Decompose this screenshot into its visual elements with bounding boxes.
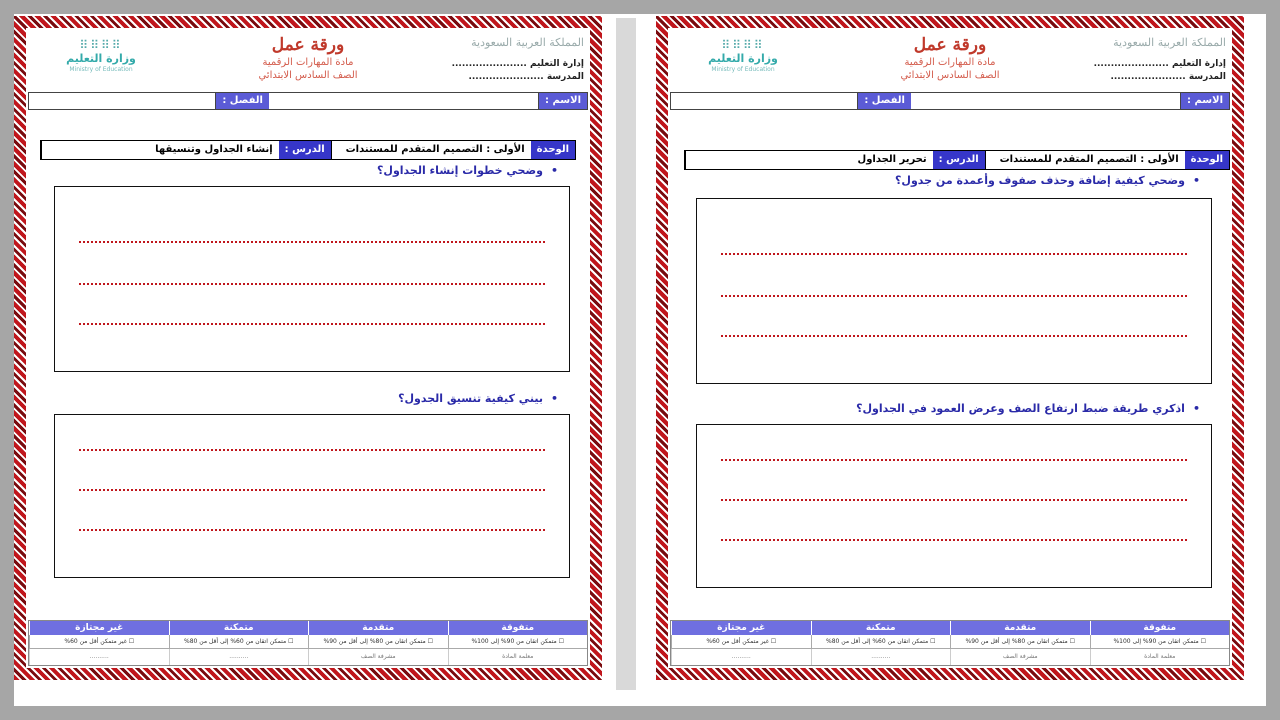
- student-info-row: [28, 92, 588, 110]
- rubric-footer: ..........: [671, 649, 811, 665]
- rubric-level: متقدمة: [308, 621, 448, 635]
- rubric-criterion[interactable]: ☐ متمكن اتقان من 80% إلى أقل من 90%: [308, 635, 448, 648]
- edu-admin-line: إدارة التعليم ......................: [451, 59, 584, 69]
- logo-english: Ministry of Education: [711, 66, 775, 73]
- lesson-value: تحرير الجداول: [685, 151, 933, 169]
- unit-label: الوحدة: [531, 141, 575, 159]
- logo-dots-icon: ⠿⠿⠿⠿: [721, 38, 765, 52]
- answer-box-2[interactable]: [54, 414, 570, 578]
- worksheet-title-block: [840, 34, 1060, 82]
- school-line: المدرسة ......................: [468, 72, 584, 82]
- page-gutter: [616, 18, 636, 690]
- ministry-logo: [46, 38, 156, 74]
- kingdom-crest-text: المملكة العربية السعودية: [471, 36, 584, 49]
- rubric-criterion[interactable]: ☐ متمكن اتقان من 90% إلى 100%: [1090, 635, 1230, 648]
- answer-line: [79, 283, 545, 285]
- class-field[interactable]: [671, 93, 858, 109]
- worksheet-title: ورقة عمل: [271, 35, 345, 55]
- ministry-block: [444, 36, 584, 84]
- answer-box-2[interactable]: [696, 424, 1212, 588]
- logo-arabic: وزارة التعليم: [708, 52, 778, 65]
- unit-label: الوحدة: [1185, 151, 1229, 169]
- unit-value: الأولى : التصميم المتقدم للمستندات: [331, 141, 531, 159]
- rubric-level: غير مجتازة: [29, 621, 169, 635]
- worksheet-page-2: [656, 16, 1244, 680]
- question-1: •وضحي كيفية إضافة وحذف صفوف وأعمدة من جدول؟: [895, 174, 1200, 187]
- name-label: الاسم :: [1181, 93, 1229, 109]
- rubric-footer: معلمة المادة: [448, 649, 588, 665]
- class-label: الفصل :: [216, 93, 269, 109]
- answer-line: [79, 241, 545, 243]
- kingdom-crest-text: المملكة العربية السعودية: [1113, 36, 1226, 49]
- worksheet-header: [670, 30, 1230, 88]
- ministry-logo: [688, 38, 798, 74]
- rubric-criterion[interactable]: ☐ متمكن اتقان من 90% إلى 100%: [448, 635, 588, 648]
- unit-value: الأولى : التصميم المتقدم للمستندات: [985, 151, 1185, 169]
- subject-name: مادة المهارات الرقمية: [904, 57, 996, 68]
- answer-line: [79, 323, 545, 325]
- answer-line: [721, 253, 1187, 255]
- class-label: الفصل :: [858, 93, 911, 109]
- rubric-criterion[interactable]: ☐ غير متمكن أقل من 60%: [671, 635, 811, 648]
- rubric-footer: مشرفة الصف: [950, 649, 1090, 665]
- lesson-label: الدرس :: [279, 141, 331, 159]
- logo-dots-icon: ⠿⠿⠿⠿: [79, 38, 123, 52]
- assessment-rubric: [670, 620, 1230, 666]
- answer-box-1[interactable]: [54, 186, 570, 372]
- worksheet-header: [28, 30, 588, 88]
- question-2: •بيني كيفية تنسيق الجدول؟: [398, 392, 558, 405]
- worksheet-title: ورقة عمل: [913, 35, 987, 55]
- answer-line: [721, 459, 1187, 461]
- unit-lesson-row: [684, 150, 1230, 170]
- rubric-level: متمكنة: [811, 621, 951, 635]
- answer-line: [721, 499, 1187, 501]
- rubric-footer: ..........: [169, 649, 309, 665]
- rubric-level: متفوقة: [1090, 621, 1230, 635]
- rubric-criterion[interactable]: ☐ متمكن اتقان من 80% إلى أقل من 90%: [950, 635, 1090, 648]
- answer-box-1[interactable]: [696, 198, 1212, 384]
- lesson-label: الدرس :: [933, 151, 985, 169]
- worksheet-page-1: [14, 16, 602, 680]
- school-line: المدرسة ......................: [1110, 72, 1226, 82]
- question-1: •وضحي خطوات إنشاء الجداول؟: [377, 164, 558, 177]
- rubric-footer: ..........: [811, 649, 951, 665]
- answer-line: [721, 335, 1187, 337]
- grade-name: الصف السادس الابتدائي: [258, 70, 358, 81]
- rubric-footer: مشرفة الصف: [308, 649, 448, 665]
- lesson-value: إنشاء الجداول وتنسيقها: [41, 141, 279, 159]
- edu-admin-line: إدارة التعليم ......................: [1093, 59, 1226, 69]
- rubric-criterion[interactable]: ☐ متمكن اتقان من 60% إلى أقل من 80%: [169, 635, 309, 648]
- ministry-block: [1086, 36, 1226, 84]
- student-info-row: [670, 92, 1230, 110]
- class-field[interactable]: [29, 93, 216, 109]
- rubric-footer: معلمة المادة: [1090, 649, 1230, 665]
- unit-lesson-row: [40, 140, 576, 160]
- answer-line: [721, 539, 1187, 541]
- assessment-rubric: [28, 620, 588, 666]
- name-field[interactable]: [269, 93, 539, 109]
- name-label: الاسم :: [539, 93, 587, 109]
- answer-line: [721, 295, 1187, 297]
- logo-english: Ministry of Education: [69, 66, 133, 73]
- answer-line: [79, 489, 545, 491]
- logo-arabic: وزارة التعليم: [66, 52, 136, 65]
- question-2: •اذكري طريقة ضبط ارتفاع الصف وعرض العمود في الجداول؟: [856, 402, 1200, 415]
- rubric-level: متفوقة: [448, 621, 588, 635]
- answer-line: [79, 529, 545, 531]
- worksheet-title-block: [198, 34, 418, 82]
- rubric-level: غير مجتازة: [671, 621, 811, 635]
- rubric-criterion[interactable]: ☐ متمكن اتقان من 60% إلى أقل من 80%: [811, 635, 951, 648]
- rubric-level: متقدمة: [950, 621, 1090, 635]
- rubric-footer: ..........: [29, 649, 169, 665]
- answer-line: [79, 449, 545, 451]
- rubric-criterion[interactable]: ☐ غير متمكن أقل من 60%: [29, 635, 169, 648]
- subject-name: مادة المهارات الرقمية: [262, 57, 354, 68]
- rubric-level: متمكنة: [169, 621, 309, 635]
- grade-name: الصف السادس الابتدائي: [900, 70, 1000, 81]
- name-field[interactable]: [911, 93, 1181, 109]
